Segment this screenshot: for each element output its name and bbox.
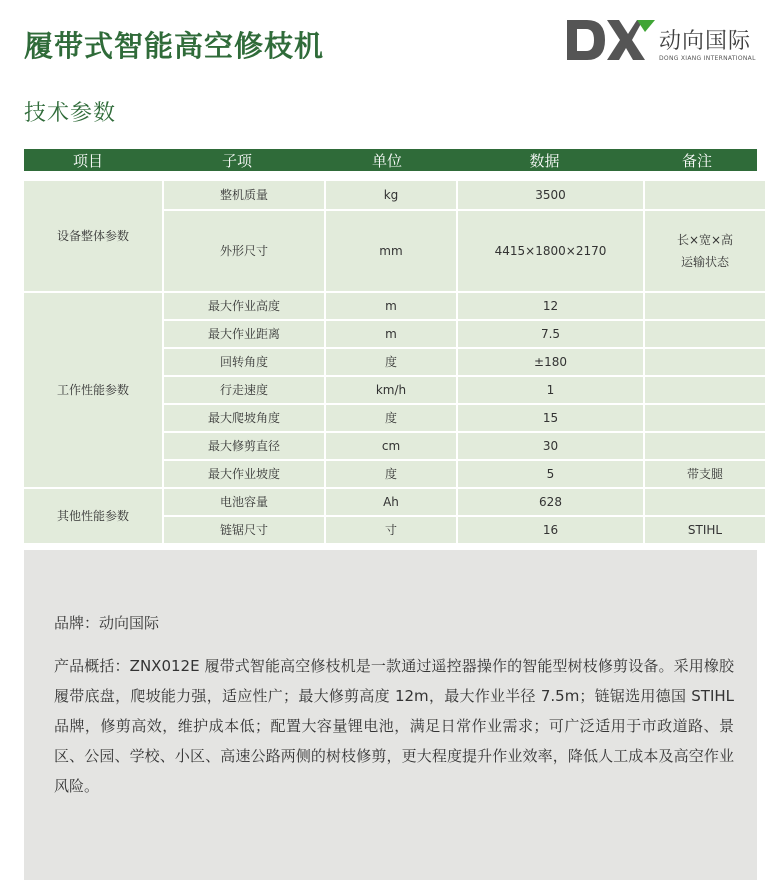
cell-value: 1: [458, 377, 643, 403]
page-title: 履带式智能高空修枝机: [24, 29, 325, 63]
cell-value: 15: [458, 405, 643, 431]
header-data: 数据: [529, 151, 560, 170]
cell-item: 最大爬坡角度: [164, 405, 324, 431]
cell-unit: kg: [326, 181, 456, 209]
logo-english-name: DONG XIANG INTERNATIONAL: [659, 55, 756, 62]
cell-value: 12: [458, 293, 643, 319]
header-item: 项目: [72, 151, 103, 170]
cell-item: 最大作业距离: [164, 321, 324, 347]
cell-value: 628: [458, 489, 643, 515]
cell-value: 3500: [458, 181, 643, 209]
cell-item: 整机质量: [164, 181, 324, 209]
group-overall: 设备整体参数: [24, 181, 162, 291]
header-unit: 单位: [371, 151, 402, 170]
product-description: 产品概括：ZNX012E 履带式智能高空修枝机是一款通过遥控器操作的智能型树枝修剪设备。采用橡胶履带底盘，爬坡能力强，适应性广；最大修剪高度 12m，最大作业半径 7.5m；链锯选用德国 STIHL 品牌，修剪高效，维护成本低；配置大容量锂电池，满足日常作业需求；可广泛适用于市政道路、景区、公园、学校、小区、高速公路两侧的树枝修剪，更大程度提升作业效率，降低人工成本及高空作业风险。: [54, 657, 734, 795]
cell-note: [645, 293, 765, 319]
cell-item: 电池容量: [164, 489, 324, 515]
cell-value: 16: [458, 517, 643, 543]
cell-value: ±180: [458, 349, 643, 375]
cell-note: [645, 433, 765, 459]
cell-value: 4415×1800×2170: [458, 211, 643, 291]
cell-item: 最大作业高度: [164, 293, 324, 319]
section-title: 技术参数: [24, 101, 117, 126]
table-header-row: [24, 149, 757, 171]
cell-note: [645, 405, 765, 431]
cell-unit: mm: [326, 211, 456, 291]
dx-logo-mark-icon: [565, 14, 657, 62]
cell-unit: km/h: [326, 377, 456, 403]
cell-note: [645, 321, 765, 347]
logo-chinese-name: 动向国际: [659, 29, 752, 54]
cell-unit: Ah: [326, 489, 456, 515]
header-note: 备注: [681, 151, 712, 170]
company-logo: [565, 14, 765, 66]
cell-note: [645, 349, 765, 375]
cell-note: STIHL: [645, 517, 765, 543]
cell-note: 带支腿: [645, 461, 765, 487]
cell-value: 7.5: [458, 321, 643, 347]
cell-unit: cm: [326, 433, 456, 459]
brand-line: 品牌：动向国际: [54, 614, 160, 632]
cell-unit: 度: [326, 349, 456, 375]
spec-table: [24, 181, 765, 543]
cell-item: 外形尺寸: [164, 211, 324, 291]
group-other: 其他性能参数: [24, 489, 162, 543]
cell-note: [645, 377, 765, 403]
cell-unit: 度: [326, 461, 456, 487]
cell-note: [645, 489, 765, 515]
cell-note: 长×宽×高 运输状态: [645, 211, 765, 291]
header-subitem: 子项: [221, 151, 252, 170]
cell-unit: 寸: [326, 517, 456, 543]
cell-item: 行走速度: [164, 377, 324, 403]
product-info-box: [24, 550, 757, 880]
cell-item: 最大作业坡度: [164, 461, 324, 487]
cell-value: 30: [458, 433, 643, 459]
cell-item: 最大修剪直径: [164, 433, 324, 459]
cell-value: 5: [458, 461, 643, 487]
cell-unit: m: [326, 293, 456, 319]
cell-unit: m: [326, 321, 456, 347]
cell-item: 回转角度: [164, 349, 324, 375]
cell-unit: 度: [326, 405, 456, 431]
group-performance: 工作性能参数: [24, 293, 162, 487]
cell-item: 链锯尺寸: [164, 517, 324, 543]
cell-note: [645, 181, 765, 209]
